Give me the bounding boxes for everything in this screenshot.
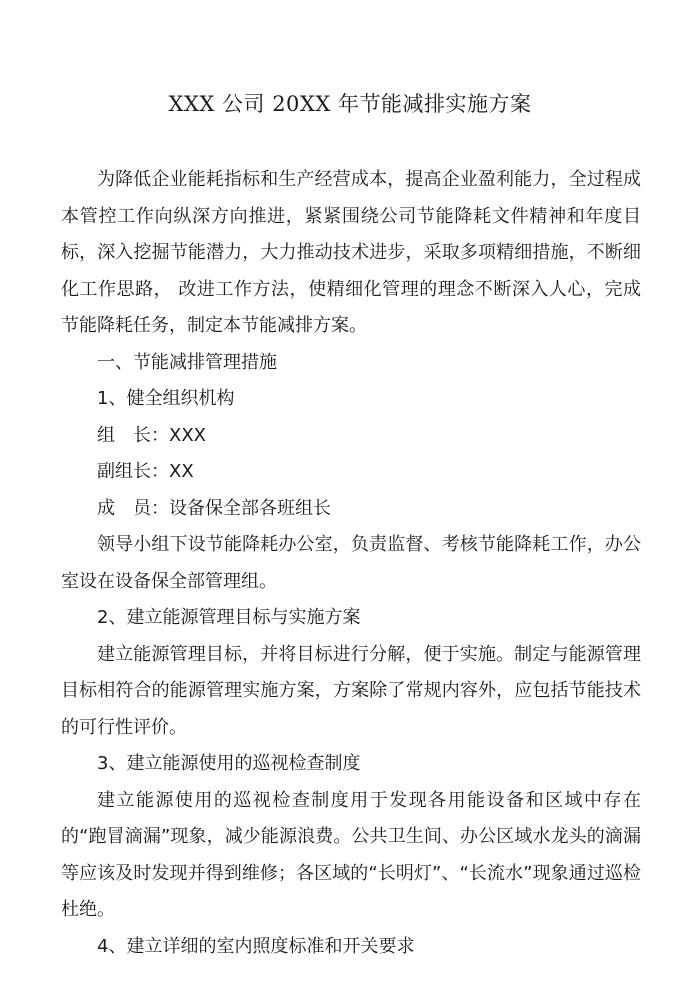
section-1-heading: 一、节能减排管理措施 [97, 351, 277, 373]
item-1-heading: 1、健全组织机构 [97, 388, 235, 409]
item-2-heading: 2、建立能源管理目标与实施方案 [97, 607, 361, 628]
item-3-paragraph: 建立能源使用的巡视检查制度用于发现各用能设备和区域中存在的“跑冒滴漏”现象，减少能源浪费。公共卫生间、办公区域水龙头的滴漏等应该及时发现并得到维修；各区域的“长明灯”、“长流水”现象通过巡检杜绝。 [61, 789, 641, 920]
item-2-paragraph: 建立能源管理目标，并将目标进行分解，便于实施。制定与能源管理目标相符合的能源管理实施方案，方案除了常规内容外，应包括节能技术的可行性评价。 [61, 643, 641, 738]
item-1-paragraph: 领导小组下设节能降耗办公室，负责监督、考核节能降耗工作，办公室设在设备保全部管理组。 [61, 534, 641, 592]
members-line: 成 员：设备保全部各班组长 [97, 497, 331, 519]
item-3-heading: 3、建立能源使用的巡视检查制度 [97, 753, 361, 774]
leader-line: 组 长：XXX [97, 424, 206, 446]
document-body [61, 162, 641, 965]
document-title: XXX 公司 20XX 年节能减排实施方案 [168, 92, 532, 116]
intro-paragraph: 为降低企业能耗指标和生产经营成本，提高企业盈利能力，全过程成本管控工作向纵深方向推进，紧紧围绕公司节能降耗文件精神和年度目标，深入挖掘节能潜力，大力推动技术进步，采取多项精细措施，不断细化工作思路， 改进工作方法，使精细化管理的理念不断深入人心，完成节能降耗任务，制定本节能减排方案。 [61, 169, 641, 336]
item-4-heading: 4、建立详细的室内照度标准和开关要求 [97, 935, 415, 957]
deputy-leader-line: 副组长：XX [97, 461, 194, 482]
